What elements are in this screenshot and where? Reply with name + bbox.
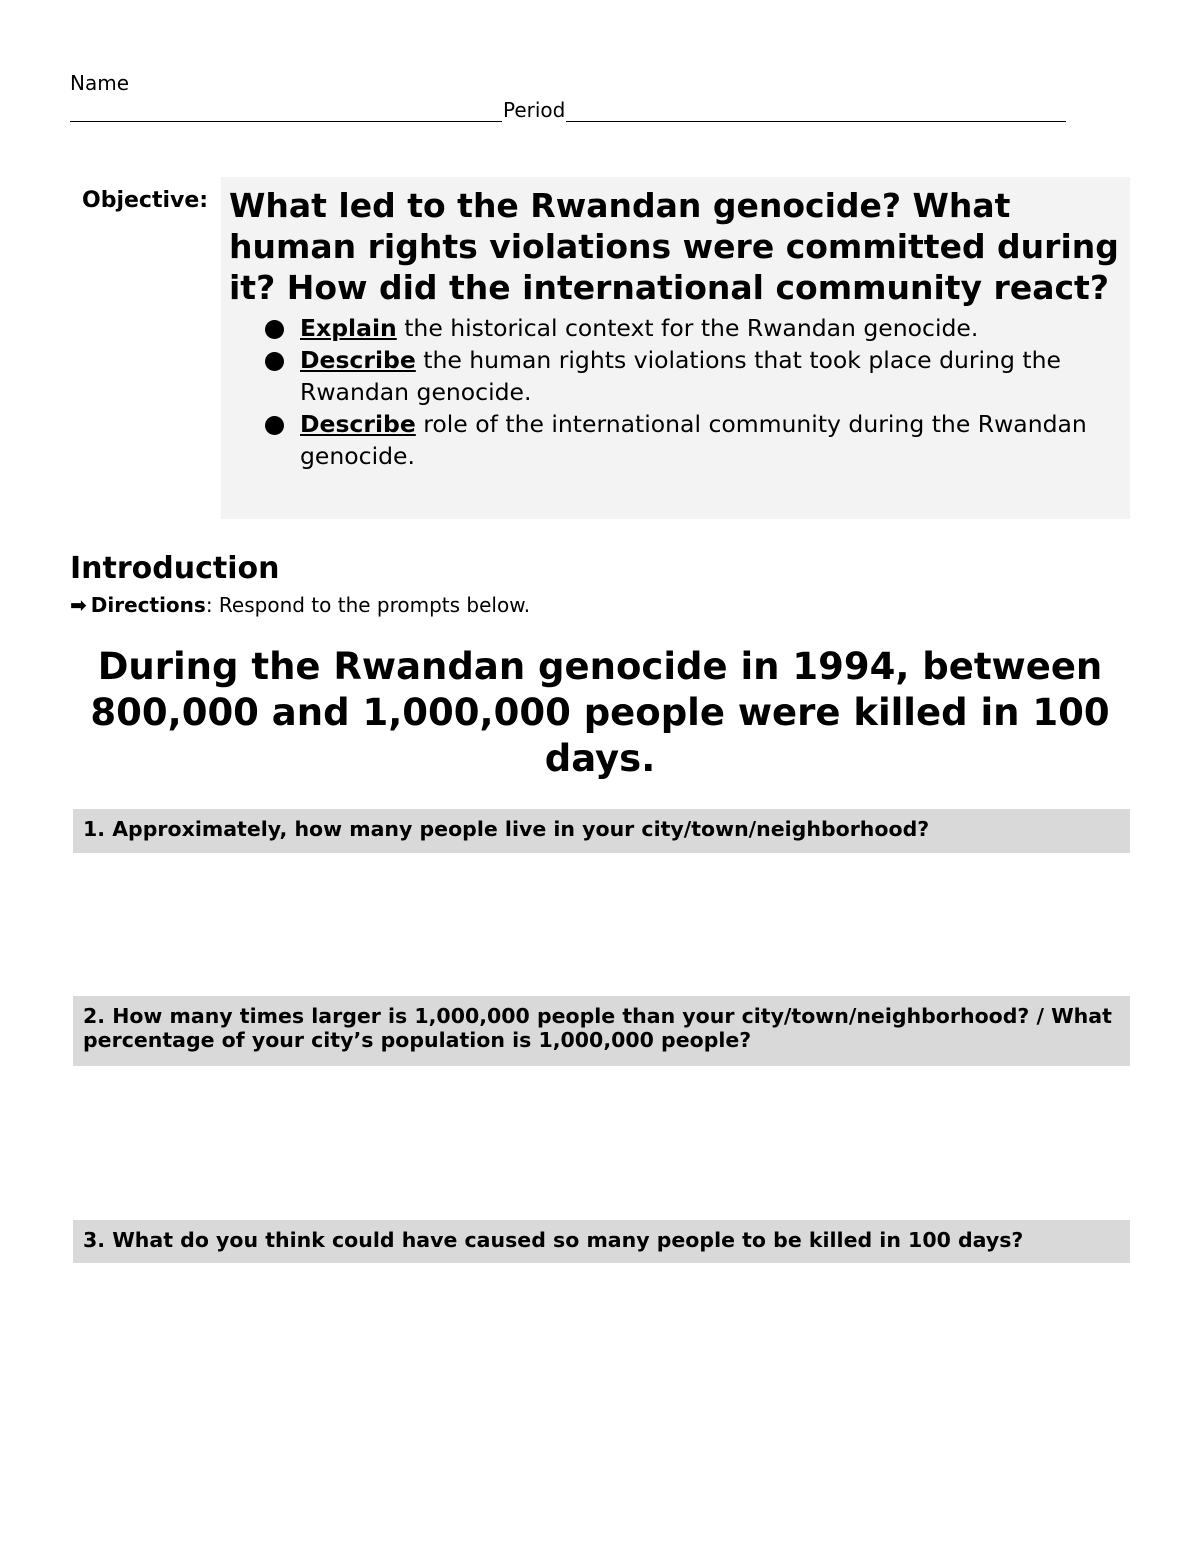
objective-item bbox=[229, 312, 1122, 344]
name-period-row bbox=[70, 96, 1066, 122]
arrow-right-icon: ➡ bbox=[70, 593, 87, 617]
objective-item bbox=[229, 408, 1122, 472]
period-field[interactable] bbox=[566, 99, 1066, 122]
prompt-3: 3. What do you think could have caused so many people to be killed in 100 days? bbox=[73, 1218, 1130, 1263]
objective-verb: Describe bbox=[300, 410, 416, 438]
directions-label: Directions bbox=[90, 593, 206, 617]
objective-item-text: the human rights violations that took place during the Rwandan genocide. bbox=[300, 346, 1061, 406]
period-label: Period bbox=[503, 98, 566, 122]
objective-verb: Describe bbox=[300, 346, 416, 374]
fact-statement: During the Rwandan genocide in 1994, between 800,000 and 1,000,000 people were killed in 100 days. bbox=[90, 645, 1110, 780]
directions-text: : Respond to the prompts below. bbox=[205, 593, 531, 617]
bullet-icon bbox=[265, 416, 284, 435]
name-field[interactable] bbox=[70, 99, 502, 122]
objective-box bbox=[221, 177, 1130, 519]
objective-item-text: the historical context for the Rwandan genocide. bbox=[396, 314, 979, 342]
objective-list bbox=[229, 312, 1122, 472]
objective-label: Objective: bbox=[82, 188, 209, 213]
bullet-icon bbox=[265, 352, 284, 371]
directions bbox=[70, 592, 530, 618]
objective-item-text: role of the international community during the Rwandan genocide. bbox=[300, 410, 1087, 470]
objective-verb: Explain bbox=[300, 314, 397, 342]
objective-question: What led to the Rwandan genocide? What human rights violations were committed during it? How did the international community react? bbox=[229, 186, 1119, 307]
objective-item bbox=[229, 344, 1122, 408]
introduction-heading: Introduction bbox=[70, 551, 280, 586]
prompt-2: 2. How many times larger is 1,000,000 people than your city/town/neighborhood? / What percentage of your city’s population is 1,000,000 people? bbox=[73, 996, 1130, 1066]
prompt-1: 1. Approximately, how many people live in your city/town/neighborhood? bbox=[73, 809, 1130, 853]
bullet-icon bbox=[265, 320, 284, 339]
name-label: Name bbox=[70, 71, 130, 95]
